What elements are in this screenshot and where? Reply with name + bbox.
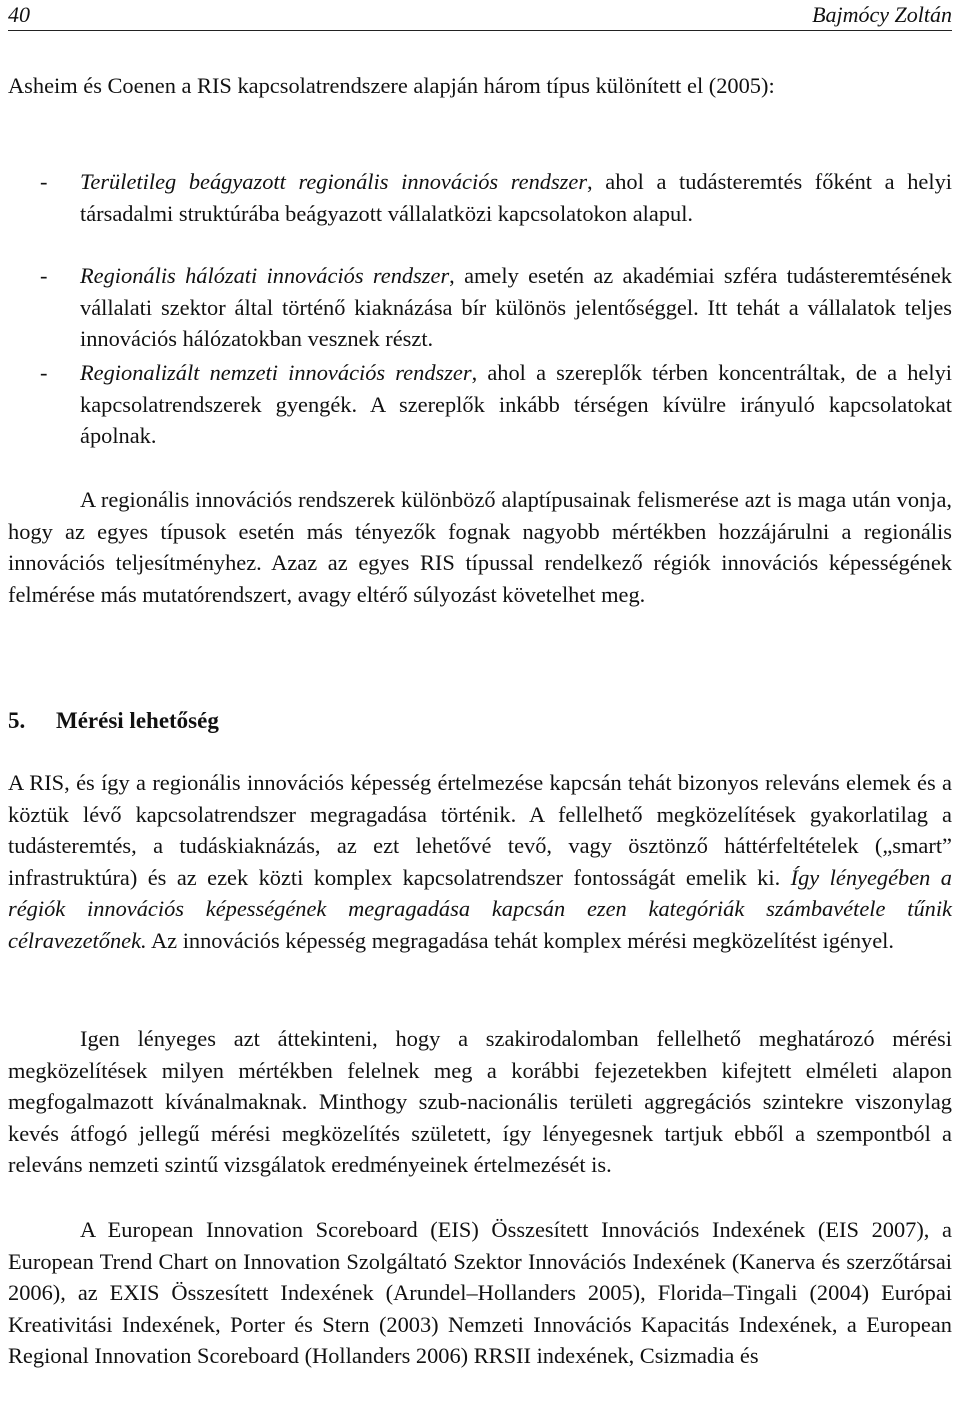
type-name: Területileg beágyazott regionális innovációs rendszer	[80, 169, 588, 194]
body-paragraph	[8, 767, 952, 956]
running-author: Bajmócy Zoltán	[812, 2, 952, 27]
section-title: Mérési lehetőség	[56, 708, 219, 733]
list-dash: -	[40, 360, 48, 385]
type-name: Regionális hálózati innovációs rendszer	[80, 263, 450, 288]
type-description: , amely esetén az akadémiai szféra tudásteremtésének vállalati szektor által történő kiaknázása bír különös jelentőséggel. Itt tehát a vállalatok teljes innovációs hálózatokban vesznek részt.	[80, 263, 952, 351]
list-dash: -	[40, 263, 48, 288]
body-paragraph: A European Innovation Scoreboard (EIS) Összesített Innovációs Indexének (EIS 2007), a European Trend Chart on Innovation Szolgáltató Szektor Innovációs Indexének (Kanerva és szerzőtársai 2006), az EXIS Összesített Indexének (Arundel–Hollanders 2005), Florida–Tingali (2004) Európai Kreativitási Indexének, Porter és Stern (2003) Nemzeti Innovációs Kapacitás Indexének, a European Regional Innovation Scoreboard (Hollanders 2006) RRSII indexének, Csizmadia és	[8, 1217, 952, 1368]
section-heading	[8, 705, 219, 737]
paragraph-text: A RIS, és így a regionális innovációs képesség értelmezése kapcsán tehát bizonyos releváns elemek és a köztük lévő kapcsolatrendszer megragadása történik. A fellelhető megközelítések gyakorlatilag a tudásteremtés, a tudáskiaknázás, az ezt lehetővé tevő, vagy ösztönző háttérfeltételek („smart” infrastruktúra) és az ezek közti komplex kapcsolatrendszer fontosságát emelik ki.	[8, 770, 952, 890]
intro-paragraph: Asheim és Coenen a RIS kapcsolatrendszere alapján három típus különített el (2005):	[8, 73, 775, 98]
section-number: 5.	[8, 708, 26, 733]
page-number: 40	[8, 2, 30, 27]
type-description: , ahol a szereplők térben koncentráltak, de a helyi kapcsolatrendszerek gyengék. A szereplők inkább térségen kívülre irányuló kapcsolatokat ápolnak.	[80, 360, 952, 448]
body-paragraph: Igen lényeges azt áttekinteni, hogy a szakirodalomban fellelhető meghatározó mérési megközelítések milyen mértékben felelnek meg a korábbi fejezetekben kifejtett elméleti alapon megfogalmazott kívánalmaknak. Minthogy szub-nacionális területi aggregációs szintekre viszonylag kevés átfogó jellegű mérési megközelítés született, így lényegesnek tartjuk ebből a szempontból a releváns nemzeti szintű vizsgálatok eredményeinek értelmezését is.	[8, 1026, 952, 1177]
body-paragraph: A regionális innovációs rendszerek különböző alaptípusainak felismerése azt is maga után vonja, hogy az egyes típusok esetén más tényezők fognak nagyobb mértékben hozzájárulni a regionális innovációs teljesítményhez. Azaz az egyes RIS típussal rendelkező régiók innovációs képességének felmérése más mutatórendszert, avagy eltérő súlyozást követelhet meg.	[8, 487, 952, 607]
running-header	[8, 0, 952, 31]
type-description: , ahol a tudásteremtés főként a helyi társadalmi struktúrába beágyazott vállalatközi kapcsolatokon alapul.	[80, 169, 952, 226]
list-dash: -	[40, 169, 48, 194]
list-item	[80, 166, 952, 229]
emphasized-sentence: Így lényegében a régiók innovációs képességének megragadása kapcsán ezen kategóriák számbavétele tűnik célravezetőnek.	[8, 864, 952, 953]
type-name: Regionalizált nemzeti innovációs rendszer	[80, 360, 472, 385]
list-item	[80, 357, 952, 452]
paragraph-text: Az innovációs képesség megragadása tehát komplex mérési megközelítést igényel.	[146, 927, 894, 953]
list-item	[80, 260, 952, 355]
